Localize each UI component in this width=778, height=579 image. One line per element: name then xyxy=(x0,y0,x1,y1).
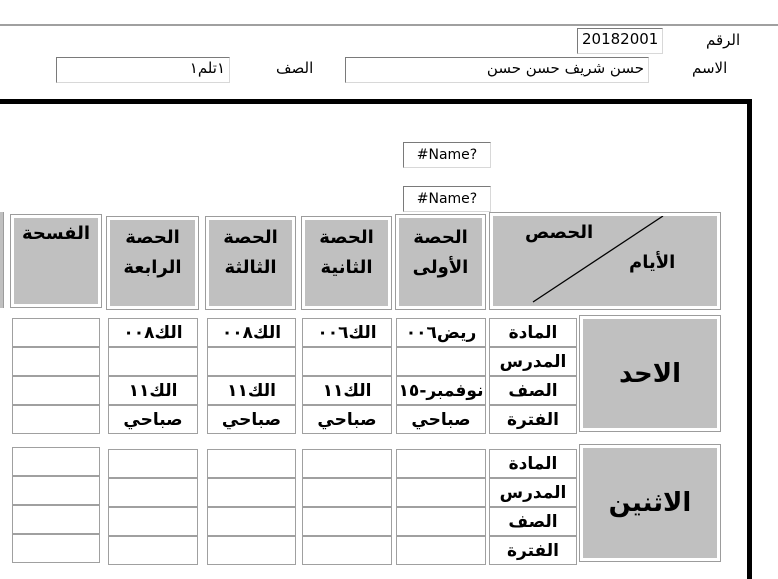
cell-mon-p4-teacher[interactable] xyxy=(108,478,198,507)
cell-sun-p3-teacher[interactable] xyxy=(207,347,296,376)
cell-sun-p2-teacher[interactable] xyxy=(302,347,392,376)
top-divider xyxy=(0,24,778,26)
cell-sun-p3-subject[interactable]: الك٠٠٨ xyxy=(207,318,296,347)
days-label: الأيام xyxy=(629,252,676,273)
cell-mon-p1-subject[interactable] xyxy=(396,449,486,478)
cell-sun-p4-shift[interactable]: صباحي xyxy=(108,405,198,434)
row-label-teacher: المدرس xyxy=(489,347,577,376)
student-name-field[interactable]: حسن شريف حسن حسن xyxy=(345,57,649,83)
name-error-field-1[interactable]: #Name? xyxy=(403,142,491,168)
cell-mon-p2-shift[interactable] xyxy=(302,536,392,565)
cell-mon-p1-class[interactable] xyxy=(396,507,486,536)
header-break: الفسحة xyxy=(10,214,102,308)
cell-sun-p4-teacher[interactable] xyxy=(108,347,198,376)
cell-mon-break-1[interactable] xyxy=(12,447,100,476)
cell-sun-break-1[interactable] xyxy=(12,318,100,347)
day-label-monday: الاثنين xyxy=(583,448,717,558)
row-label-teacher: المدرس xyxy=(489,478,577,507)
cell-sun-p2-class[interactable]: الك١١ xyxy=(302,376,392,405)
cell-mon-p4-subject[interactable] xyxy=(108,449,198,478)
cell-sun-p3-class[interactable]: الك١١ xyxy=(207,376,296,405)
cell-sun-break-2[interactable] xyxy=(12,347,100,376)
header-period-3: الحصة الثالثة xyxy=(205,216,296,310)
cell-sun-break-4[interactable] xyxy=(12,405,100,434)
cell-sun-p1-shift[interactable]: صباحي xyxy=(396,405,486,434)
cell-mon-p4-shift[interactable] xyxy=(108,536,198,565)
cell-mon-break-2[interactable] xyxy=(12,476,100,505)
cell-mon-p2-class[interactable] xyxy=(302,507,392,536)
cell-mon-p3-class[interactable] xyxy=(207,507,296,536)
day-label-sunday: الاحد xyxy=(583,319,717,428)
row-label-class: الصف xyxy=(489,376,577,405)
cell-sun-p2-subject[interactable]: الك٠٠٦ xyxy=(302,318,392,347)
periods-label: الحصص xyxy=(525,222,594,243)
cell-mon-p2-teacher[interactable] xyxy=(302,478,392,507)
cell-mon-p1-teacher[interactable] xyxy=(396,478,486,507)
cell-sun-break-3[interactable] xyxy=(12,376,100,405)
day-box-sunday xyxy=(579,315,721,432)
student-number-field[interactable]: 20182001 xyxy=(577,28,663,54)
cell-sun-p3-shift[interactable]: صباحي xyxy=(207,405,296,434)
cell-sun-p2-shift[interactable]: صباحي xyxy=(302,405,392,434)
class-label: الصف xyxy=(276,59,314,77)
row-label-subject: المادة xyxy=(489,449,577,478)
header-period-1: الحصة الأولى xyxy=(395,214,486,310)
cell-sun-p4-class[interactable]: الك١١ xyxy=(108,376,198,405)
row-label-class: الصف xyxy=(489,507,577,536)
class-field[interactable]: ١تلم١ xyxy=(56,57,230,83)
day-box-monday xyxy=(579,444,721,562)
name-label: الاسم xyxy=(692,59,728,77)
cell-sun-p1-class[interactable]: نوفمبر-١٥ xyxy=(396,376,486,405)
cell-mon-break-3[interactable] xyxy=(12,505,100,534)
cell-mon-p3-shift[interactable] xyxy=(207,536,296,565)
header-left-edge xyxy=(0,212,4,308)
cell-mon-p4-class[interactable] xyxy=(108,507,198,536)
number-label: الرقم xyxy=(706,31,741,49)
cell-mon-p2-subject[interactable] xyxy=(302,449,392,478)
row-label-subject: المادة xyxy=(489,318,577,347)
cell-mon-p3-teacher[interactable] xyxy=(207,478,296,507)
cell-mon-p1-shift[interactable] xyxy=(396,536,486,565)
cell-mon-p3-subject[interactable] xyxy=(207,449,296,478)
header-period-4: الحصة الرابعة xyxy=(106,216,199,310)
cell-sun-p1-subject[interactable]: ريض٠٠٦ xyxy=(396,318,486,347)
header-period-2: الحصة الثانية xyxy=(301,216,392,310)
corner-header xyxy=(489,212,721,310)
row-label-shift: الفترة xyxy=(489,536,577,565)
cell-sun-p4-subject[interactable]: الك٠٠٨ xyxy=(108,318,198,347)
name-error-field-2[interactable]: #Name? xyxy=(403,186,491,212)
row-label-shift: الفترة xyxy=(489,405,577,434)
cell-mon-break-4[interactable] xyxy=(12,534,100,563)
cell-sun-p1-teacher[interactable] xyxy=(396,347,486,376)
